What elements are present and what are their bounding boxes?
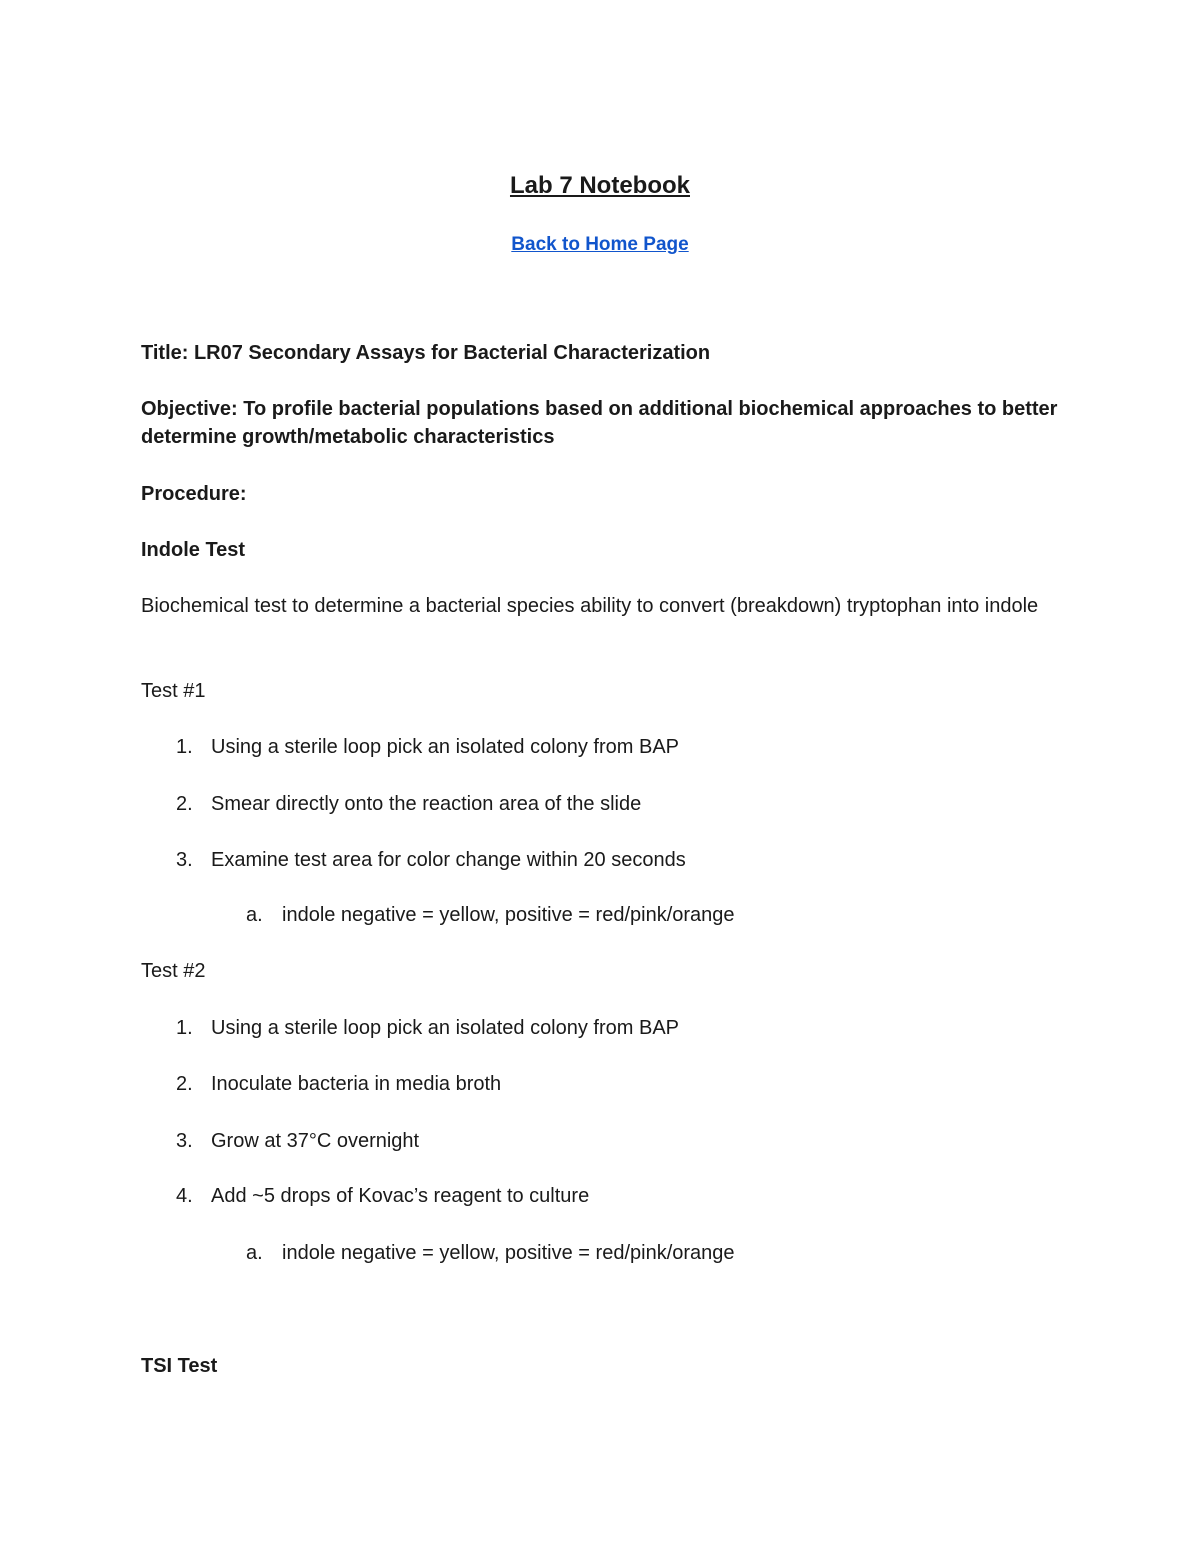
indole-test-heading: Indole Test <box>141 539 246 561</box>
lab-title-line: Title: LR07 Secondary Assays for Bacterial Characterization <box>141 342 711 364</box>
step-text: Inoculate bacteria in media broth <box>211 1073 502 1095</box>
step-text: Using a sterile loop pick an isolated colony from BAP <box>211 736 680 758</box>
step-number: 3. <box>176 1130 193 1152</box>
step-number: 2. <box>176 1073 193 1095</box>
step-number: 3. <box>176 849 193 871</box>
sub-step-letter: a. <box>246 904 263 926</box>
step-text: Grow at 37°C overnight <box>211 1130 420 1152</box>
step-number: 2. <box>176 793 193 815</box>
sub-step-text: indole negative = yellow, positive = red/pink/orange <box>282 1242 735 1264</box>
test1-label: Test #1 <box>141 680 206 702</box>
step-number: 1. <box>176 736 193 758</box>
step-number: 4. <box>176 1185 193 1207</box>
step-text: Smear directly onto the reaction area of the slide <box>211 793 642 815</box>
tsi-test-heading: TSI Test <box>141 1355 218 1377</box>
sub-step-text: indole negative = yellow, positive = red/pink/orange <box>282 904 735 926</box>
procedure-label: Procedure: <box>141 483 247 505</box>
objective-text: Objective: To profile bacterial populations based on additional biochemical approaches to better determine growth/metabolic characteristics <box>141 398 1058 448</box>
indole-description: Biochemical test to determine a bacterial species ability to convert (breakdown) tryptophan into indole <box>141 595 1039 617</box>
step-text: Using a sterile loop pick an isolated colony from BAP <box>211 1017 680 1039</box>
sub-step-letter: a. <box>246 1242 263 1264</box>
step-text: Examine test area for color change within 20 seconds <box>211 849 686 871</box>
step-number: 1. <box>176 1017 193 1039</box>
step-text: Add ~5 drops of Kovac’s reagent to culture <box>211 1185 590 1207</box>
page-title: Lab 7 Notebook <box>509 172 690 199</box>
back-to-home-link[interactable]: Back to Home Page <box>511 234 689 255</box>
test2-label: Test #2 <box>141 960 206 982</box>
